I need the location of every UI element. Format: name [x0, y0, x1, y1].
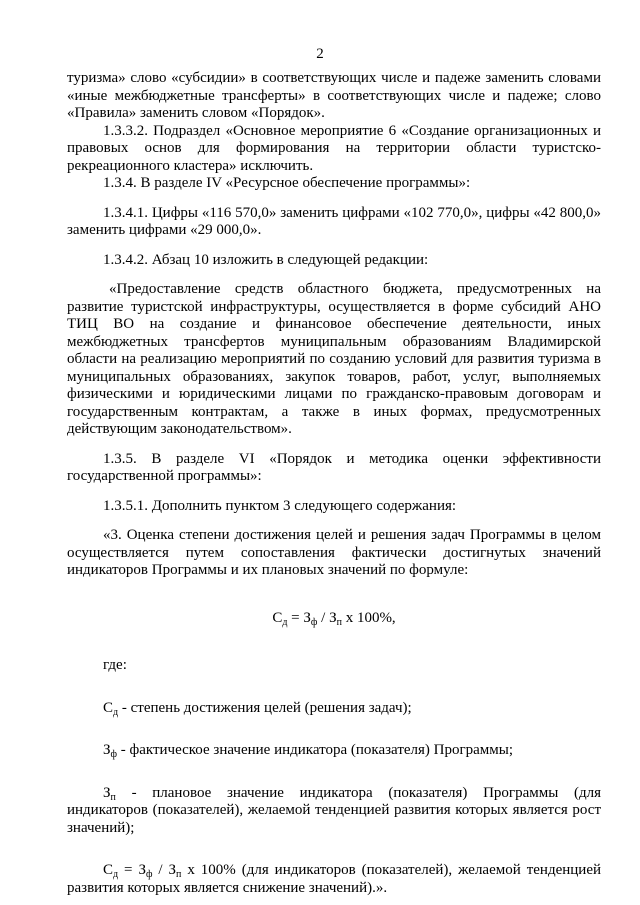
paragraph-1-3-3-2: 1.3.3.2. Подраздел «Основное мероприятие 6 «Создание организационных и правовых основ для формирования на территории области туристско-рекреационного кластера» исключить. [67, 122, 601, 174]
paragraph-1-3-5-1: 1.3.5.1. Дополнить пунктом 3 следующего содержания: [103, 497, 457, 514]
paragraph-1-3-4-1: 1.3.4.1. Цифры «116 570,0» заменить цифрами «102 770,0», цифры «42 800,0» заменить цифрами «29 000,0». [67, 204, 601, 238]
page-number: 2 [316, 46, 324, 62]
formula: $С_д = З_ф / З_п$ х 100%, [272, 609, 396, 628]
paragraph-1-3-4: 1.3.4. В разделе IV «Ресурсное обеспечение программы»: [103, 175, 471, 191]
document-body [67, 70, 601, 897]
paragraph-continuation: туризма» слово «субсидии» в соответствующих числе и падеже заменить словами «иные межбюджетные трансферты» в соответствующих числе и падеже; слово «Правила» заменить словом «Порядок». [67, 70, 601, 121]
quoted-paragraph: «Предоставление средств областного бюджета, предусмотренных на развитие туристской инфраструктуры, осуществляется в форме субсидий АНО ТИЦ ВО на создание и финансовое обеспечение деятельности, иных межбюджетных трансфертов муниципальным образованиям Владимирской области на реализацию мероприятий по созданию условий для развития туризма в муниципальных образованиях, закупок товаров, работ, услуг, выполняемых физическими и юридическими лицами по гражданско-правовым договорам и государственным контрактам, а также в иных формах, предусмотренных действующим законодательством». [67, 281, 601, 437]
paragraph-1-3-4-2: 1.3.4.2. Абзац 10 изложить в следующей редакции: [103, 251, 429, 268]
paragraph-1-3-5: 1.3.5. В разделе VI «Порядок и методика оценки эффективности государственной программы»: [67, 450, 601, 484]
definition-cd: $С_д$ - степень достижения целей (решения задач); [103, 699, 412, 718]
definition-cd-inverse: $С_д = З_ф / З_п$ х 100% (для индикаторов (показателей), желаемой тенденцией развития которых является снижение значений).». [67, 862, 602, 896]
definition-zf: $З_ф$ - фактическое значение индикатора (показателя) Программы; [103, 742, 514, 760]
paragraph-new-point-3: «3. Оценка степени достижения целей и решения задач Программы в целом осуществляется путем сопоставления фактически достигнутых значений индикаторов Программы и их плановых значений по формуле: [67, 527, 601, 578]
definition-zp: $З_п$ - плановое значение индикатора (показателя) Программы (для индикаторов (показателей), желаемой тенденцией развития которых является рост значений); [67, 784, 601, 836]
where-label: где: [103, 657, 127, 673]
